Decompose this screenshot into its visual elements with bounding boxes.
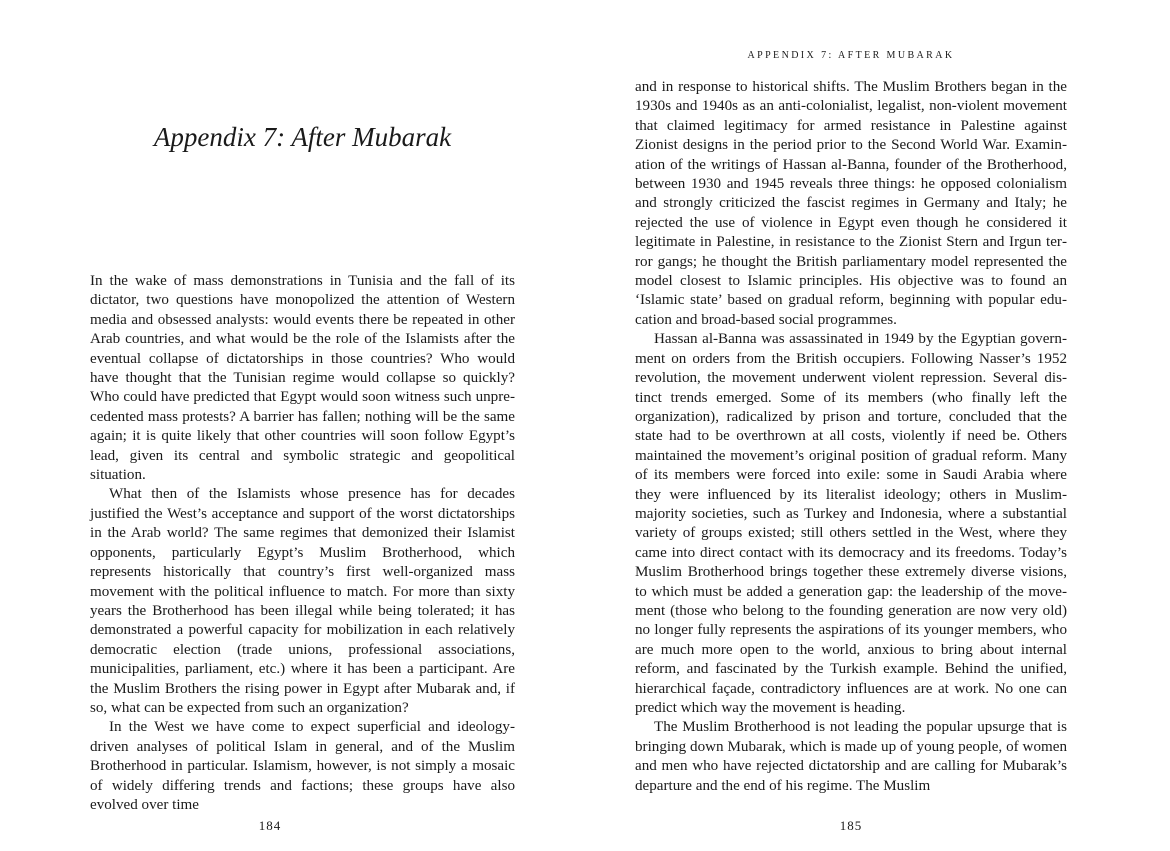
page-number: 185 [839, 818, 863, 833]
paragraph: What then of the Islamists whose presence has for decades justified the West’s acceptance and support of the worst dictatorships in the Arab world? The same regimes that demonized their Islamist opponents, particularly Egypt’s Muslim Brotherhood, which represents historically that country’s first well-organized mass movement with the political influence to match. For more than sixty years the Brotherhood has been illegal while being tolerated; it has demonstrated a powerful capacity for mobilization in each relatively democratic election (trade unions, professional associations, municipalities, parliament, etc.) where it has been a participant. Are the Muslim Brothers the rising power in Egypt after Mubarak and, if so, what can be expected from such an organization? [90, 486, 515, 716]
right-page [585, 0, 1170, 851]
paragraph: In the wake of mass demonstrations in Tunisia and the fall of its dictator, two questions have monopolized the attention of Western media and obsessed analysts: would events there be repeated in other Arab countries, and what would be the role of the Islamists after the eventual collapse of dictatorships in those countries? Who would have thought that the Tunisian regime would collapse so quickly? Who could have predicted that Egypt would soon witness such unprecedented mass protests? A barrier has fallen; nothing will be the same again; it is quite likely that other countries will soon follow Egypt’s lead, given its central and symbolic strategic and geopolitical situation. [90, 273, 515, 484]
chapter-title: Appendix 7: After Mubarak [153, 122, 452, 152]
page-number: 184 [258, 818, 282, 833]
running-head: APPENDIX 7: AFTER MUBARAK [747, 50, 955, 61]
right-page-body [635, 78, 1067, 796]
left-page-body [90, 272, 515, 815]
paragraph: In the West we have come to expect superficial and ideology-driven analyses of political Islam in general, and of the Muslim Brotherhood in particular. Islamism, however, is not simply a mosaic of widely differing trends and factions; these groups have also evolved over time [90, 719, 515, 813]
paragraph: The Muslim Brotherhood is not leading the popular upsurge that is bringing down Mubarak, which is made up of young people, of women and men who have rejected dictatorship and are calling for Mubarak’s departure and the end of his regime. The Muslim [635, 719, 1067, 794]
paragraph: and in response to historical shifts. The Muslim Brothers began in the 1930s and 1940s as an anti-colonialist, legalist, non-violent movement that claimed legitimacy for armed resistance in Palestine against Zionist designs in the period prior to the Second World War. Examination of the writings of Hassan al-Banna, founder of the Brotherhood, between 1930 and 1945 reveals three things: he opposed colonialism and strongly criticized the fascist regimes in Germany and Italy; he rejected the use of violence in Egypt even though he considered it legitimate in Palestine, in resistance to the Zionist Stern and Irgun terror gangs; he thought the British parliamentary model represented the model closest to Islamic principles. His objective was to found an ‘Islamic state’ based on gradual reform, beginning with popular education and broad-based social programmes. [635, 79, 1067, 328]
paragraph: Hassan al-Banna was assassinated in 1949 by the Egyptian government on orders from the British occupiers. Following Nasser’s 1952 revolution, the movement underwent violent repression. Several distinct trends emerged. Some of its members (who finally left the organization), radicalized by prison and torture, concluded that the state had to be overthrown at all costs, violently if need be. Others maintained the movement’s original position of gradual reform. Many of its members were forced into exile: some in Saudi Arabia where they were influenced by its literalist ideology; others in Muslim-majority societies, such as Turkey and Indonesia, where a substantial variety of groups existed; still others settled in the West, where they came into direct contact with its democracy and its freedoms. Today’s Muslim Brotherhood brings together these extremely diverse visions, to which must be added a generation gap: the leadership of the movement (those who belong to the founding generation are now very old) no longer fully represents the aspirations of its younger members, who are much more open to the world, anxious to bring about internal reform, and fascinated by the Turkish example. Behind the unified, hierarchical façade, contradictory influences are at work. No one can predict which way the movement is heading. [635, 331, 1067, 716]
